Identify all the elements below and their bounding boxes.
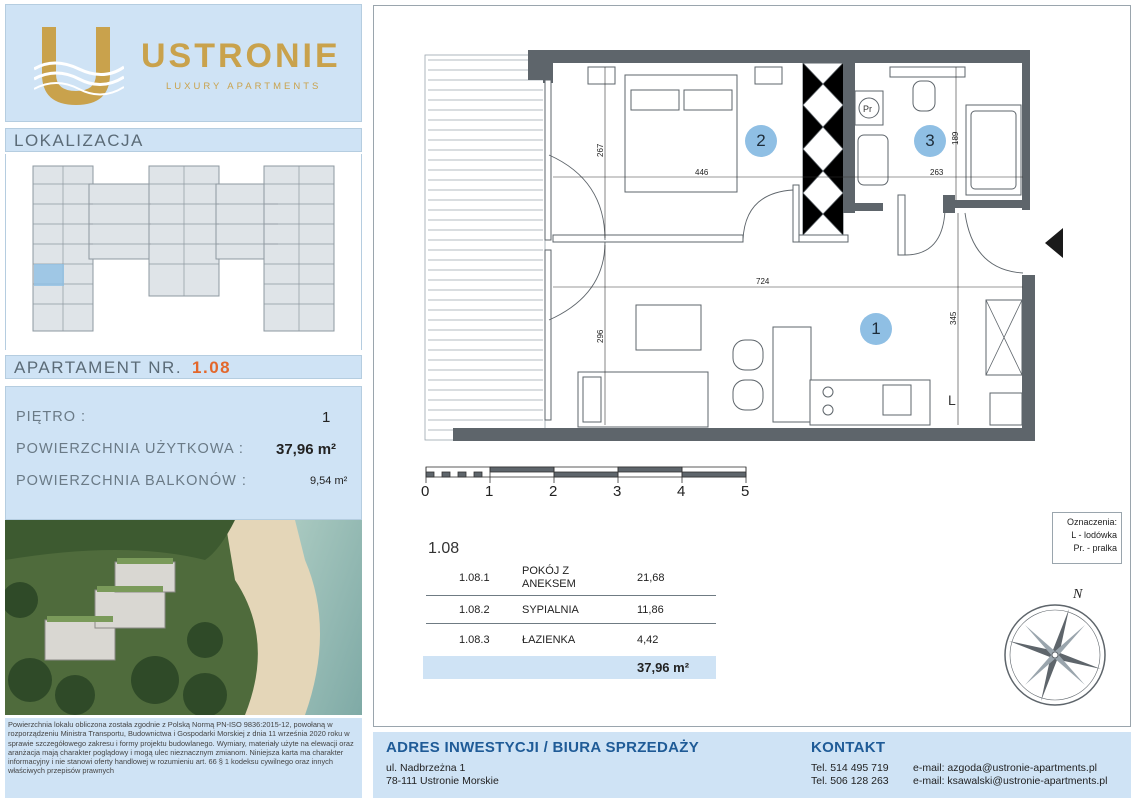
table-total-row xyxy=(423,656,716,679)
room-badge-1: 1 xyxy=(860,313,892,345)
room-badge-3: 3 xyxy=(914,125,946,157)
legend-title: Oznaczenia: xyxy=(1066,517,1117,527)
footer xyxy=(373,732,1131,798)
brand-name: USTRONIE xyxy=(141,37,341,75)
entrance-arrow-icon xyxy=(1045,228,1063,258)
balcony-label: POWIERZCHNIA BALKONÓW : xyxy=(16,473,247,489)
building-map-icon xyxy=(6,154,361,350)
address-line-2: 78-111 Ustronie Morskie xyxy=(386,775,499,787)
location-header xyxy=(5,128,362,152)
legend-item-washer: Pr. - pralka xyxy=(1073,543,1117,553)
apartment-highlight xyxy=(34,264,64,286)
dim-296: 296 xyxy=(596,329,605,343)
room-area: 4,42 xyxy=(637,634,659,646)
balcony xyxy=(425,55,545,440)
email-1[interactable]: e-mail: azgoda@ustronie-apartments.pl xyxy=(913,762,1097,774)
room-id: 1.08.2 xyxy=(459,604,490,616)
table-title: 1.08 xyxy=(428,540,460,557)
dim-189: 189 xyxy=(951,131,960,145)
total-area: 37,96 m² xyxy=(637,660,690,675)
room-badge-2: 2 xyxy=(745,125,777,157)
apartment-label: APARTAMENT NR. xyxy=(14,358,183,377)
room-area: 21,68 xyxy=(637,572,665,584)
room-id: 1.08.1 xyxy=(459,572,490,584)
table-row xyxy=(426,562,716,596)
address-title: ADRES INWESTYCJI / BIURA SPRZEDAŻY xyxy=(386,739,700,756)
location-title: LOKALIZACJA xyxy=(14,131,144,150)
info-panel xyxy=(5,386,362,520)
building-render-image xyxy=(5,520,362,715)
brand-subtitle: LUXURY APARTMENTS xyxy=(166,81,322,92)
legal-disclaimer: Powierzchnia lokalu obliczona została zgodnie z Polską Normą PN-ISO 9836:2015-12, powołaną w rozporządzeniu Ministra Transportu, Budownictwa i Gospodarki Morskiej z dnia 11 września 2020 roku w sprawie szczegółowego zakresu i formy projektu budowlanego. Wymiary, materiały użyte na elewacji oraz aranżacja mają charakter poglądowy i mogą ulec nieznacznym zmianom. Niniejsza karta ma charakter informacyjny i nie stanowi oferty handlowej w rozumieniu art. 66 § 1 kodeksu cywilnego oraz innych właściwych przepisów prawnych xyxy=(5,718,362,798)
dim-724: 724 xyxy=(756,277,770,286)
brand-logo-icon xyxy=(34,19,124,109)
area-value: 37,96 m² xyxy=(276,441,337,458)
scale-label-0: 0 xyxy=(421,483,430,500)
phone-1[interactable]: Tel. 514 495 719 xyxy=(811,762,889,774)
floor-label: PIĘTRO : xyxy=(16,409,87,425)
table-row xyxy=(426,626,716,654)
apartment-number: 1.08 xyxy=(192,358,232,377)
apartment-header xyxy=(5,355,362,379)
scale-label-1: 1 xyxy=(485,483,494,500)
compass-rose-icon xyxy=(1005,605,1105,705)
scale-label-4: 4 xyxy=(677,483,686,500)
fridge-mark: L xyxy=(948,392,956,408)
room-name: POKÓJ Z ANEKSEM xyxy=(522,565,576,590)
floor-value: 1 xyxy=(322,409,331,426)
scale-bar xyxy=(426,467,746,483)
dim-263: 263 xyxy=(930,168,944,177)
phone-2[interactable]: Tel. 506 128 263 xyxy=(811,775,889,787)
logo-panel xyxy=(5,4,362,122)
dim-345: 345 xyxy=(949,311,958,325)
room-name: SYPIALNIA xyxy=(522,604,579,616)
legend xyxy=(1052,512,1122,564)
room-area: 11,86 xyxy=(637,604,664,616)
contact-title: KONTAKT xyxy=(811,739,886,756)
area-label: POWIERZCHNIA UŻYTKOWA : xyxy=(16,441,244,457)
scale-label-5: 5 xyxy=(741,483,750,500)
compass-north-label: N xyxy=(1073,587,1083,602)
room-id: 1.08.3 xyxy=(459,634,490,646)
table-row xyxy=(426,596,716,624)
legend-item-fridge: L - lodówka xyxy=(1071,530,1117,540)
dim-446: 446 xyxy=(695,168,709,177)
room-name: ŁAZIENKA xyxy=(522,634,576,646)
scale-label-3: 3 xyxy=(613,483,622,500)
balcony-value: 9,54 m² xyxy=(310,475,348,487)
email-2[interactable]: e-mail: ksawalski@ustronie-apartments.pl xyxy=(913,775,1108,787)
washer-mark: Pr xyxy=(863,104,872,114)
location-map xyxy=(5,154,362,350)
address-line-1: ul. Nadbrzeżna 1 xyxy=(386,762,466,774)
dim-267: 267 xyxy=(596,143,605,157)
scale-label-2: 2 xyxy=(549,483,558,500)
